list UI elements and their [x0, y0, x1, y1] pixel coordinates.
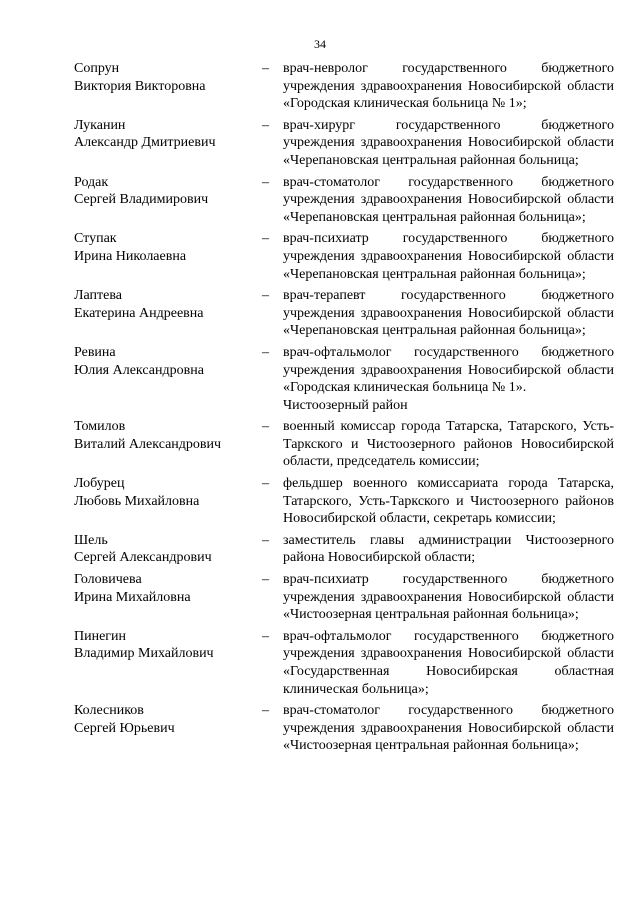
given-names: Виктория Викторовна: [74, 78, 206, 94]
role-description: врач-стоматолог государственного бюджетного учреждения здравоохранения Новосибирской области «Черепановская центральная районная больница»;: [283, 174, 614, 225]
dash-separator: –: [262, 117, 269, 133]
list-item: [74, 418, 614, 471]
list-item: [74, 475, 614, 528]
dash-separator: –: [262, 231, 269, 247]
given-names: Ирина Михайловна: [74, 589, 191, 605]
role-description: врач-офтальмолог государственного бюджетного учреждения здравоохранения Новосибирской области «Государственная Новосибирская областная клиническая больница»;: [283, 628, 614, 697]
dash-separator: –: [262, 61, 269, 76]
role-description: врач-хирург государственного бюджетного учреждения здравоохранения Новосибирской области «Черепановская центральная районная больница;: [283, 117, 614, 168]
dash-separator: –: [262, 572, 269, 588]
person-name: [74, 571, 262, 624]
person-name: [74, 287, 262, 340]
dash-separator: –: [262, 288, 269, 304]
surname: Пинегин: [74, 628, 127, 644]
given-names: Сергей Юрьевич: [74, 720, 175, 736]
person-name: [74, 117, 262, 170]
list-item: [74, 702, 614, 755]
surname: Колесников: [74, 703, 144, 719]
list-item: [74, 628, 614, 698]
person-name: [74, 174, 262, 227]
dash-separator: –: [262, 532, 269, 548]
person-name: [74, 418, 262, 471]
list-item: [74, 230, 614, 283]
dash-separator: –: [262, 174, 269, 190]
given-names: Ирина Николаевна: [74, 248, 187, 264]
person-name: [74, 628, 262, 698]
surname: Луканин: [74, 117, 126, 133]
list-item: [74, 287, 614, 340]
person-name: [74, 532, 262, 567]
surname: Ревина: [74, 344, 116, 360]
surname: Сопрун: [74, 61, 120, 76]
page-number: 34: [314, 37, 326, 51]
list-item: [74, 174, 614, 227]
role-description: врач-невролог государственного бюджетного учреждения здравоохранения Новосибирской области «Городская клиническая больница № 1»;: [283, 61, 614, 112]
role-description: врач-стоматолог государственного бюджетного учреждения здравоохранения Новосибирской области «Чистоозерная центральная районная больница»;: [283, 703, 614, 754]
list-item: [74, 60, 614, 113]
role-description: врач-офтальмолог государственного бюджетного учреждения здравоохранения Новосибирской области «Городская клиническая больница № 1».: [283, 344, 614, 396]
role-description: врач-психиатр государственного бюджетного учреждения здравоохранения Новосибирской области «Черепановская центральная районная больница»;: [283, 231, 614, 282]
person-name: [74, 475, 262, 528]
given-names: Владимир Михайлович: [74, 646, 214, 662]
role-description: военный комиссар города Татарска, Татарского, Усть-Таркского и Чистоозерного районов Новосибирской области, председатель комиссии;: [283, 419, 614, 470]
given-names: Виталий Александрович: [74, 436, 222, 452]
surname: Лаптева: [74, 288, 122, 304]
dash-separator: –: [262, 419, 269, 435]
given-names: Екатерина Андреевна: [74, 305, 204, 321]
person-name: [74, 230, 262, 283]
role-description: фельдшер военного комиссариата города Татарска, Татарского, Усть-Таркского и Чистоозерного районов Новосибирской области, секретарь комиссии;: [283, 476, 614, 527]
given-names: Любовь Михайловна: [74, 493, 200, 509]
given-names: Александр Дмитриевич: [74, 135, 216, 151]
surname: Ступак: [74, 231, 117, 247]
commission-list: [74, 60, 614, 759]
surname: Головичева: [74, 572, 142, 588]
list-item: [74, 344, 614, 397]
given-names: Юлия Александровна: [74, 362, 204, 378]
surname: Лобурец: [74, 476, 125, 492]
list-item: [74, 117, 614, 170]
person-name: [74, 60, 262, 113]
role-description: заместитель главы администрации Чистоозерного района Новосибирской области;: [283, 532, 614, 566]
role-description: врач-психиатр государственного бюджетного учреждения здравоохранения Новосибирской области «Чистоозерная центральная районная больница»;: [283, 572, 614, 623]
list-item: [74, 532, 614, 567]
dash-separator: –: [262, 476, 269, 492]
person-name: [74, 344, 262, 397]
district-heading: Чистоозерный район: [283, 397, 408, 413]
person-name: [74, 702, 262, 755]
surname: Шель: [74, 532, 108, 548]
dash-separator: –: [262, 703, 269, 719]
dash-separator: –: [262, 628, 269, 644]
given-names: Сергей Александрович: [74, 550, 212, 566]
given-names: Сергей Владимирович: [74, 192, 209, 208]
dash-separator: –: [262, 344, 269, 360]
list-item: [74, 571, 614, 624]
surname: Томилов: [74, 419, 126, 435]
role-description: врач-терапевт государственного бюджетного учреждения здравоохранения Новосибирской области «Черепановская центральная районная больница»;: [283, 288, 614, 339]
surname: Родак: [74, 174, 109, 190]
